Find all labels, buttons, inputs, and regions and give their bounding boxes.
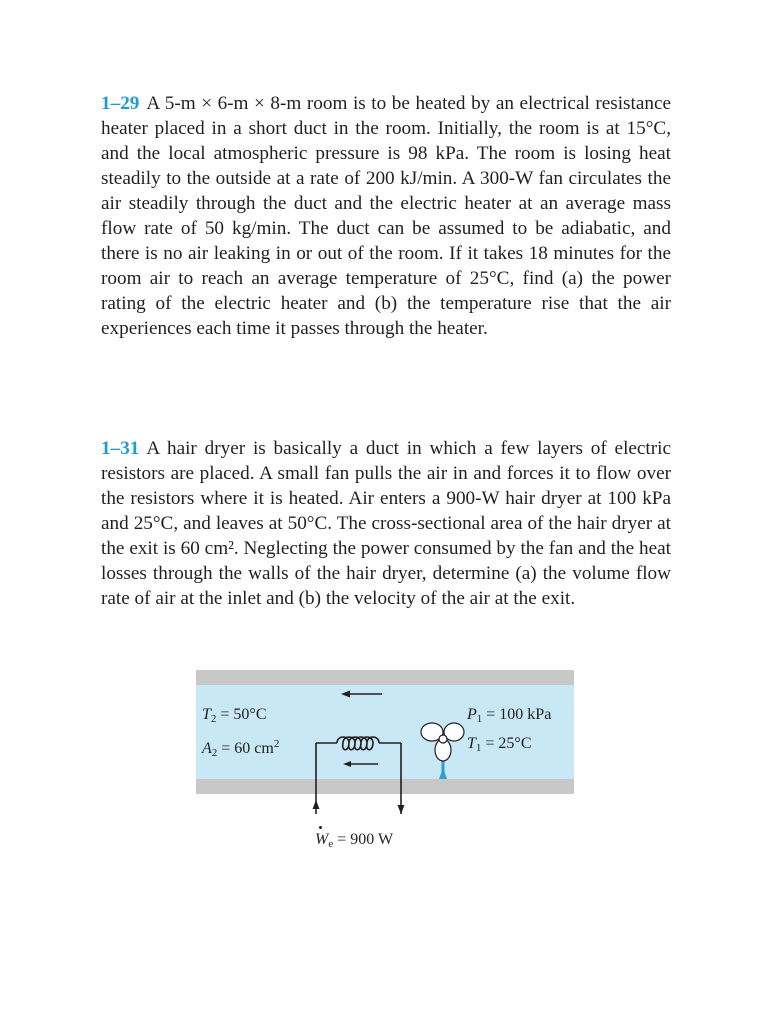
power-in-arrow-icon xyxy=(313,800,320,809)
duct-top-wall xyxy=(196,670,574,685)
power-input-label: $W_e = 900$ W xyxy=(315,831,394,850)
problem-text: A 5-m × 6-m × 8-m room is to be heated by an electrical resistance heater placed in a short duct in the room. Initially, the room is at 15°C, and the local atmospheric pressure is 98 kPa. The room is losing heat steadily to the outside at a rate of 200 kJ/min. A 300-W fan circulates the air steadily through the duct and the electric heater at an average mass flow rate of 50 kg/min. The duct can be assumed to be adiabatic, and there is no air leaking in or out of the room. If it takes 18 minutes for the room air to reach an average temperature of 25°C, find (a) the power rating of the electric heater and (b) the temperature rise that the air experiences each time it passes through the heater. xyxy=(101,93,671,339)
w-dot-mark xyxy=(319,826,322,829)
problem-number: 1–29 xyxy=(101,93,140,114)
problem-text: A hair dryer is basically a duct in which a few layers of electric resistors are placed. A small fan pulls the air in and forces it to flow over the resistors where it is heated. Air enters a 900-W hair dryer at 100 kPa and 25°C, and leaves at 50°C. The cross-sectional area of the hair dryer at the exit is 60 cm². Neglecting the power consumed by the fan and the heat losses through the walls of the hair dryer, determine (a) the volume flow rate of air at the inlet and (b) the velocity of the air at the exit. xyxy=(101,438,671,609)
inlet-pressure-label: $P_1 = 100$ kPa xyxy=(467,706,552,725)
problem-1-29 xyxy=(101,91,671,341)
problem-number: 1–31 xyxy=(101,438,140,459)
duct-air xyxy=(196,685,574,779)
exit-area-label: $A_2 = 60$ $cm^2$ xyxy=(202,738,280,759)
exit-temperature-label: $T_2 = 50^\circ C$ xyxy=(202,706,267,725)
duct-bottom-wall xyxy=(196,779,574,794)
problem-1-31 xyxy=(101,436,671,611)
hair-dryer-figure xyxy=(196,668,574,858)
inlet-temperature-label: $T_1 = 25^\circ C$ xyxy=(467,735,532,754)
power-out-arrow-icon xyxy=(398,805,405,814)
